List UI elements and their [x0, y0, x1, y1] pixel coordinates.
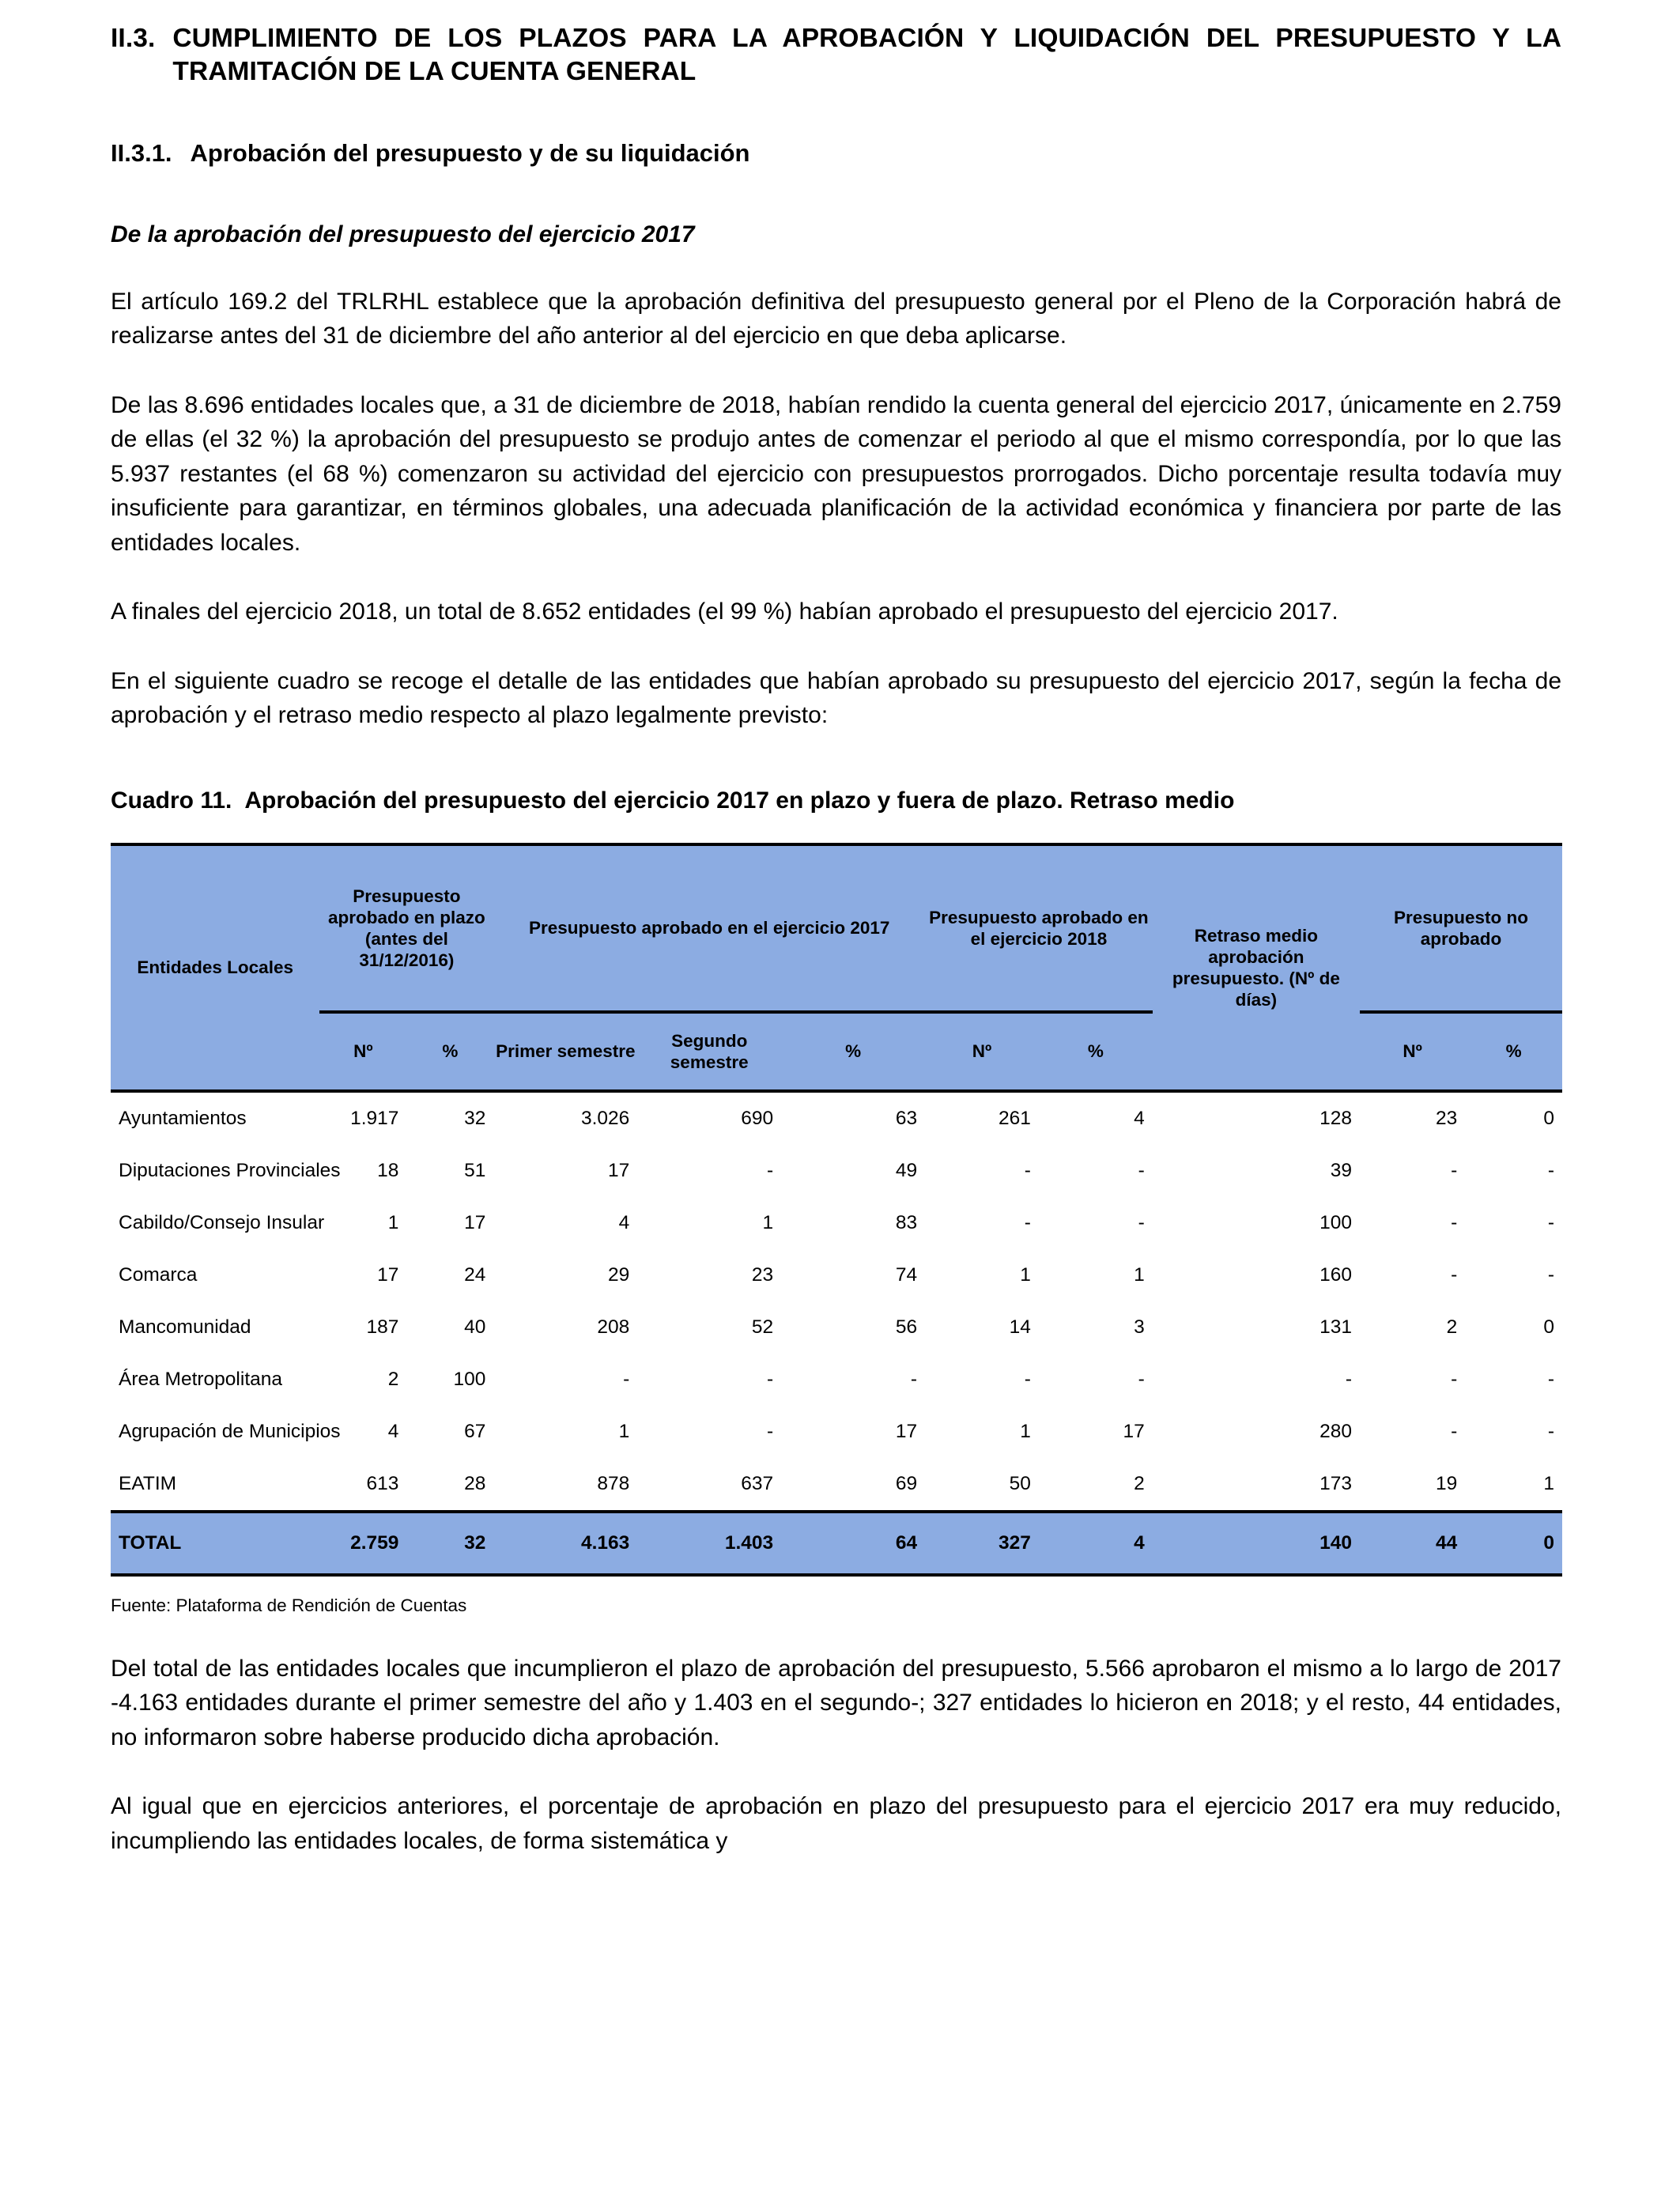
table-header — [111, 844, 1562, 1091]
cell-plazo-numero: 2 — [387, 1369, 399, 1390]
cell-porcentaje-2017: 69 — [895, 1473, 918, 1494]
cell-plazo-numero: 613 — [366, 1473, 399, 1494]
cell-numero-2018: 261 — [925, 1091, 1039, 1145]
cell-retraso-medio: 131 — [1319, 1316, 1353, 1338]
cuadro-11-table — [111, 843, 1562, 1577]
cell-primer-semestre: - — [623, 1369, 630, 1390]
cell-no-aprobado-numero: - — [1451, 1264, 1458, 1286]
table-row — [111, 1301, 1562, 1354]
col-group-retraso-medio: Retraso medio aprobación presupuesto. (Nº de días) — [1153, 846, 1360, 1091]
col-segundo-semestre: Segundo semestre — [637, 1012, 781, 1091]
table-row — [111, 1249, 1562, 1301]
cell-porcentaje-2017: 74 — [895, 1264, 918, 1286]
cell-primer-semestre: 29 — [608, 1264, 630, 1286]
cell-no-aprobado-numero: - — [1451, 1212, 1458, 1233]
col-group-no-aprobado: Presupuesto no aprobado — [1360, 846, 1562, 1012]
cell-primer-semestre: 4 — [618, 1212, 630, 1233]
col-group-entidades: Entidades Locales — [111, 846, 319, 1091]
cell-retraso-medio: 173 — [1319, 1473, 1353, 1494]
cell-plazo-porcentaje: 32 — [406, 1091, 493, 1145]
cell-numero-2018: 1 — [1020, 1421, 1031, 1442]
cell-plazo-porcentaje: 24 — [464, 1264, 486, 1286]
cell-numero-2018: - — [1024, 1160, 1031, 1181]
cell-porcentaje-2017: 17 — [895, 1421, 918, 1442]
paragraph-1: El artículo 169.2 del TRLRHL establece que la aprobación definitiva del presupuesto general por el Pleno de la Corporación habrá de realizarse antes del 31 de diciembre del año anterior al del ejercicio en que deba aplicarse. — [111, 288, 1561, 349]
total-plazo-numero: 2.759 — [319, 1512, 406, 1575]
cell-porcentaje-2018: 2 — [1134, 1473, 1145, 1494]
table-row — [111, 1197, 1562, 1249]
col-no-aprobado-porcentaje: % — [1465, 1012, 1562, 1091]
table-container — [111, 843, 1561, 1617]
paragraph-6: Al igual que en ejercicios anteriores, el porcentaje de aprobación en plazo del presupuesto para el ejercicio 2017 era muy reducido, incumpliendo las entidades locales, de forma sistemática y — [111, 1793, 1561, 1854]
cell-no-aprobado-porcentaje: 0 — [1543, 1316, 1554, 1338]
col-porcentaje-2017: % — [781, 1012, 925, 1091]
paragraph-3: A finales del ejercicio 2018, un total de 8.652 entidades (el 99 %) habían aprobado el presupuesto del ejercicio 2017. — [111, 599, 1338, 625]
col-group-aprobado-en-plazo: Presupuesto aprobado en plazo (antes del 31/12/2016) — [319, 846, 493, 1012]
total-label: TOTAL — [111, 1512, 319, 1575]
col-group-ejercicio-2018: Presupuesto aprobado en el ejercicio 2018 — [925, 846, 1153, 1012]
cell-numero-2018: 14 — [1009, 1316, 1031, 1338]
col-numero-2018: Nº — [925, 1012, 1039, 1091]
row-label: Área Metropolitana — [119, 1369, 283, 1390]
subheading: De la aprobación del presupuesto del ejercicio 2017 — [111, 221, 695, 247]
total-segundo-semestre: 1.403 — [637, 1512, 781, 1575]
cell-no-aprobado-porcentaje: - — [1547, 1212, 1554, 1233]
total-primer-semestre: 4.163 — [493, 1512, 637, 1575]
cell-porcentaje-2018: - — [1138, 1212, 1145, 1233]
subsection-title: Aprobación del presupuesto y de su liquidación — [190, 139, 750, 168]
cell-plazo-numero: 1.917 — [319, 1091, 406, 1145]
table-row — [111, 1145, 1562, 1197]
row-label: EATIM — [119, 1473, 177, 1494]
total-porcentaje-2017: 64 — [781, 1512, 925, 1575]
row-label: Mancomunidad — [119, 1316, 251, 1338]
cell-numero-2018: - — [1024, 1212, 1031, 1233]
subsection-heading — [111, 138, 1561, 169]
table-caption-text: Aprobación del presupuesto del ejercicio 2017 en plazo y fuera de plazo. Retraso medio — [244, 787, 1235, 814]
table-footer — [111, 1512, 1562, 1575]
cell-plazo-porcentaje: 40 — [464, 1316, 486, 1338]
cell-porcentaje-2017: 63 — [781, 1091, 925, 1145]
cell-porcentaje-2018: 4 — [1039, 1091, 1153, 1145]
cell-no-aprobado-porcentaje: - — [1547, 1264, 1554, 1286]
cell-no-aprobado-numero: - — [1451, 1421, 1458, 1442]
total-numero-2018: 327 — [925, 1512, 1039, 1575]
paragraph-4: En el siguiente cuadro se recoge el detalle de las entidades que habían aprobado su presupuesto del ejercicio 2017, según la fecha de aprobación y el retraso medio respecto al plazo legalmente previsto: — [111, 667, 1561, 729]
cell-primer-semestre: 3.026 — [493, 1091, 637, 1145]
table-source-note: Fuente: Plataforma de Rendición de Cuentas — [111, 1595, 467, 1615]
col-group-ejercicio-2017: Presupuesto aprobado en el ejercicio 2017 — [493, 846, 925, 1012]
cell-retraso-medio: 100 — [1319, 1212, 1353, 1233]
cell-primer-semestre: 17 — [608, 1160, 630, 1181]
total-no-aprobado-numero: 44 — [1360, 1512, 1465, 1575]
cell-no-aprobado-porcentaje: 1 — [1543, 1473, 1554, 1494]
col-plazo-numero: Nº — [319, 1012, 406, 1091]
cell-no-aprobado-numero: 19 — [1436, 1473, 1458, 1494]
table-row — [111, 1406, 1562, 1458]
cell-numero-2018: 1 — [1020, 1264, 1031, 1286]
col-no-aprobado-numero: Nº — [1360, 1012, 1465, 1091]
cell-segundo-semestre: 1 — [762, 1212, 774, 1233]
cell-plazo-porcentaje: 67 — [464, 1421, 486, 1442]
total-retraso-medio: 140 — [1153, 1512, 1360, 1575]
section-title: CUMPLIMIENTO DE LOS PLAZOS PARA LA APROBACIÓN Y LIQUIDACIÓN DEL PRESUPUESTO Y LA TRAMITACIÓN DE LA CUENTA GENERAL — [172, 24, 1561, 87]
table-caption-number: Cuadro 11. — [111, 787, 232, 814]
col-primer-semestre: Primer semestre — [493, 1012, 637, 1091]
row-label: Cabildo/Consejo Insular — [119, 1212, 325, 1233]
cell-no-aprobado-porcentaje: - — [1547, 1369, 1554, 1390]
cell-plazo-numero: 4 — [387, 1421, 399, 1442]
cell-no-aprobado-porcentaje: - — [1547, 1421, 1554, 1442]
cell-porcentaje-2018: 3 — [1134, 1316, 1145, 1338]
cell-porcentaje-2017: 83 — [895, 1212, 918, 1233]
table-total-row — [111, 1512, 1562, 1575]
cell-no-aprobado-numero: - — [1451, 1160, 1458, 1181]
total-porcentaje-2018: 4 — [1039, 1512, 1153, 1575]
cell-no-aprobado-numero: 23 — [1360, 1091, 1465, 1145]
subsection-number: II.3.1. — [111, 139, 172, 168]
cell-porcentaje-2017: 49 — [895, 1160, 918, 1181]
cell-plazo-numero: 187 — [366, 1316, 399, 1338]
cell-retraso-medio: 128 — [1153, 1091, 1360, 1145]
cell-no-aprobado-porcentaje: 0 — [1465, 1091, 1562, 1145]
cell-plazo-porcentaje: 28 — [464, 1473, 486, 1494]
section-number: II.3. — [111, 24, 156, 53]
cell-plazo-porcentaje: 100 — [453, 1369, 486, 1390]
section-heading — [111, 22, 1561, 89]
table-body — [111, 1091, 1562, 1512]
cell-segundo-semestre: 637 — [741, 1473, 774, 1494]
table-caption — [111, 785, 1561, 816]
cell-porcentaje-2017: 56 — [895, 1316, 918, 1338]
cell-numero-2018: - — [1024, 1369, 1031, 1390]
cell-primer-semestre: 878 — [597, 1473, 630, 1494]
cell-numero-2018: 50 — [1009, 1473, 1031, 1494]
cell-plazo-porcentaje: 17 — [464, 1212, 486, 1233]
table-row — [111, 1091, 1562, 1145]
col-porcentaje-2018: % — [1039, 1012, 1153, 1091]
cell-porcentaje-2018: 17 — [1123, 1421, 1145, 1442]
total-no-aprobado-porcentaje: 0 — [1465, 1512, 1562, 1575]
cell-no-aprobado-numero: 2 — [1446, 1316, 1458, 1338]
cell-porcentaje-2018: - — [1138, 1369, 1145, 1390]
table-group-header-row — [111, 846, 1562, 1012]
cell-segundo-semestre: 23 — [751, 1264, 774, 1286]
cell-retraso-medio: 280 — [1319, 1421, 1353, 1442]
cell-primer-semestre: 208 — [597, 1316, 630, 1338]
cell-segundo-semestre: - — [767, 1421, 774, 1442]
cell-retraso-medio: - — [1345, 1369, 1353, 1390]
row-label: Ayuntamientos — [111, 1091, 319, 1145]
cell-plazo-numero: 17 — [377, 1264, 399, 1286]
cell-plazo-numero: 18 — [377, 1160, 399, 1181]
paragraph-5: Del total de las entidades locales que incumplieron el plazo de aprobación del presupuesto, 5.566 aprobaron el mismo a lo largo de 2017 -4.163 entidades durante el primer semestre del año y 1.403 en el segundo-; 327 entidades lo hicieron en 2018; y el resto, 44 entidades, no informaron sobre haberse producido dicha aprobación. — [111, 1655, 1561, 1750]
col-plazo-porcentaje: % — [406, 1012, 493, 1091]
cell-segundo-semestre: - — [767, 1369, 774, 1390]
table-row — [111, 1354, 1562, 1406]
cell-primer-semestre: 1 — [618, 1421, 630, 1442]
cell-no-aprobado-porcentaje: - — [1547, 1160, 1554, 1181]
cell-retraso-medio: 39 — [1330, 1160, 1353, 1181]
row-label: Agrupación de Municipios — [119, 1421, 341, 1442]
cell-segundo-semestre: 690 — [637, 1091, 781, 1145]
cell-no-aprobado-numero: - — [1451, 1369, 1458, 1390]
row-label: Diputaciones Provinciales — [119, 1160, 341, 1181]
table-row — [111, 1458, 1562, 1512]
cell-porcentaje-2018: - — [1138, 1160, 1145, 1181]
cell-plazo-numero: 1 — [387, 1212, 399, 1233]
cell-porcentaje-2018: 1 — [1134, 1264, 1145, 1286]
total-plazo-porcentaje: 32 — [406, 1512, 493, 1575]
cell-retraso-medio: 160 — [1319, 1264, 1353, 1286]
cell-segundo-semestre: 52 — [751, 1316, 774, 1338]
cell-segundo-semestre: - — [767, 1160, 774, 1181]
row-label: Comarca — [119, 1264, 198, 1286]
cell-plazo-porcentaje: 51 — [464, 1160, 486, 1181]
paragraph-2: De las 8.696 entidades locales que, a 31 de diciembre de 2018, habían rendido la cuenta general del ejercicio 2017, únicamente en 2.759 de ellas (el 32 %) la aprobación del presupuesto se produjo antes de comenzar el periodo al que el mismo correspondía, por lo que las 5.937 restantes (el 68 %) comenzaron su actividad del ejercicio con presupuestos prorrogados. Dicho porcentaje resulta todavía muy insuficiente para garantizar, en términos globales, una adecuada planificación de la actividad económica y financiera por parte de las entidades locales. — [111, 391, 1561, 556]
cell-porcentaje-2017: - — [910, 1369, 918, 1390]
